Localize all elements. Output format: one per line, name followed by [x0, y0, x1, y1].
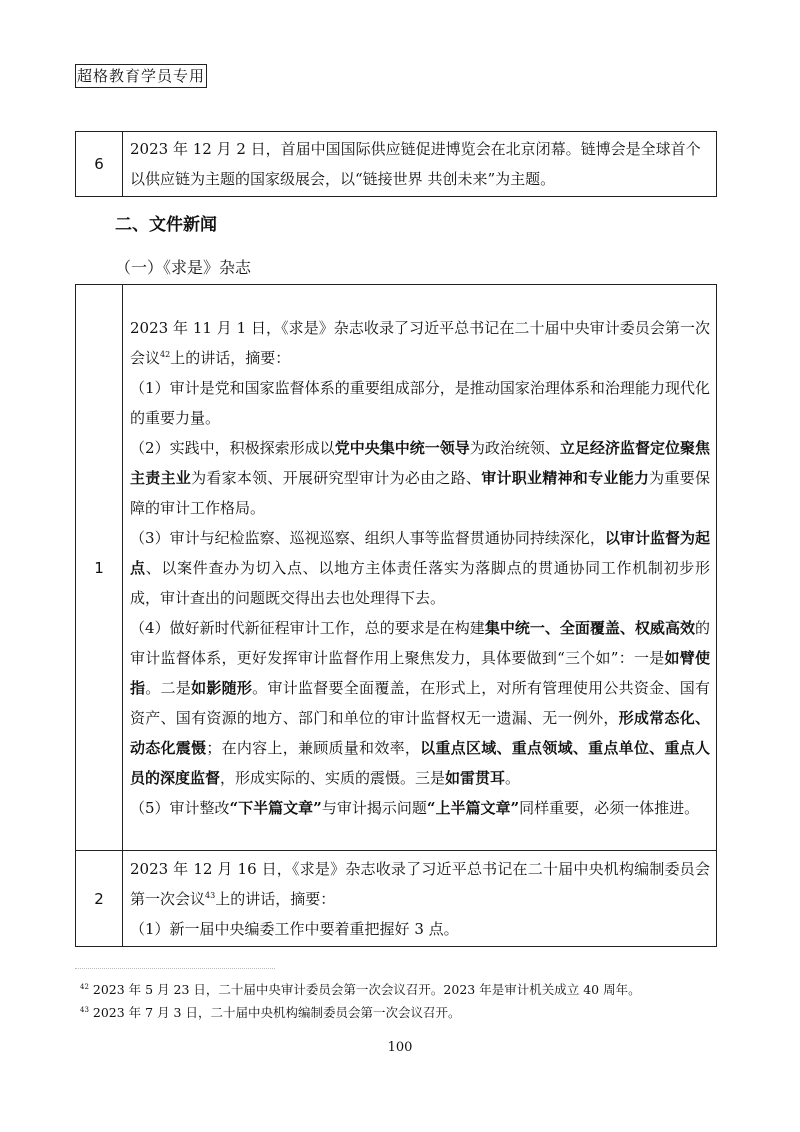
section-subtitle: （一）《求是》杂志	[115, 258, 252, 277]
summary-point-1: （1）新一届中央编委工作中要着重把握好 3 点。	[130, 919, 459, 938]
text: 为政治统领、	[469, 438, 560, 457]
text: 与审计揭示问题	[321, 798, 427, 817]
summary-point-3	[130, 523, 710, 613]
text: 同样重要，必须一体推进。	[519, 798, 700, 817]
text: 、以案件查办为切入点、以地方主体责任落实为落脚点的贯通协同工作机制初步形成，审计查出的问题既交得出去也处理得下去。	[130, 558, 710, 607]
bold-text: 立足经济监督定位聚焦主责主业	[130, 438, 710, 487]
intro-text: 2023 年 12 月 16 日，《求是》杂志收录了习近平总书记在二十届中央机构编制委员会第一次会议	[130, 859, 710, 908]
text: （4）做好新时代新征程审计工作，总的要求是在构建	[130, 618, 485, 637]
summary-point-2	[130, 433, 710, 523]
news-table-main	[75, 284, 717, 947]
text: 为重要保障的审计工作格局。	[130, 468, 710, 517]
row-text	[123, 132, 717, 197]
text: 的审计监督体系，更好发挥审计监督作用上聚焦发力，具体要做到“三个如”：一是	[130, 618, 710, 667]
summary-point-4	[130, 613, 710, 793]
footnote	[80, 980, 641, 998]
row-text	[123, 851, 717, 947]
row-number: 1	[76, 285, 123, 851]
footnote-text: 2023 年 7 月 3 日，二十届中央机构编制委员会第一次会议召开。	[88, 1005, 461, 1020]
bold-text: “下半篇文章”	[229, 798, 322, 817]
text: 。二是	[145, 678, 192, 697]
text: ，形成实际的、实质的震慑。三是	[220, 768, 446, 787]
item-intro	[130, 854, 710, 914]
text: 。审计监督要全面覆盖，在形式上，对所有管理使用公共资金、国有资产、国有资源的地方、部门和单位的审计监督权无一遗漏、无一例外，	[130, 678, 710, 727]
bold-text: 党中央集中统一领导	[334, 438, 470, 457]
footnote-ref: 42	[160, 349, 171, 359]
bold-text: 审计职业精神和专业能力	[481, 468, 650, 487]
item-intro	[130, 313, 710, 373]
bold-text: 如影随形	[191, 678, 253, 697]
text: 为看家本领、开展研究型审计为必由之路、	[191, 468, 482, 487]
intro-text: 2023 年 11 月 1 日，《求是》杂志收录了习近平总书记在二十届中央审计委员会第一次会议	[130, 318, 710, 367]
bold-text: 集中统一、全面覆盖、权威高效	[484, 618, 695, 637]
table-row	[76, 285, 717, 851]
intro-text: 上的讲话，摘要：	[215, 889, 336, 908]
text: （3）审计与纪检监察、巡视巡察、组织人事等监督贯通协同持续深化，	[130, 528, 605, 547]
bold-text: “上半篇文章”	[426, 798, 520, 817]
row-line: 2023 年 12 月 2 日，首届中国国际供应链促进博览会在北京闭幕。链博会是全球首个	[130, 140, 701, 158]
footnote-divider	[75, 968, 275, 969]
bold-text: 如臂使指	[130, 648, 710, 697]
row-text	[123, 285, 717, 851]
summary-point-5	[130, 793, 710, 823]
footnote-mark: 42	[80, 982, 89, 991]
table-row	[76, 851, 717, 947]
footnote-text: 2023 年 5 月 23 日，二十届中央审计委员会第一次会议召开。2023 年是审计机关成立 40 周年。	[88, 982, 641, 997]
text: （5）审计整改	[130, 798, 230, 817]
section-title: 二、文件新闻	[115, 215, 217, 235]
row-line: 以供应链为主题的国家级展会，以“链接世界 共创未来”为主题。	[130, 170, 556, 188]
bold-text: 如雷贯耳	[445, 768, 506, 787]
text: ；在内容上，兼顾质量和效率，	[206, 738, 421, 757]
bold-text: 以审计监督为起点	[130, 528, 710, 577]
footnote-mark: 43	[80, 1005, 89, 1014]
bold-text: 以重点区域、重点领域、重点单位、重点人员的深度监督	[130, 738, 710, 787]
text: （2）实践中，积极探索形成以	[130, 438, 335, 457]
bold-text: 形成常态化、动态化震慑	[130, 708, 710, 757]
row-number: 2	[76, 851, 123, 947]
summary-point-1: （1）审计是党和国家监督体系的重要组成部分，是推动国家治理体系和治理能力现代化的重要力量。	[130, 378, 710, 427]
footnote-ref: 43	[205, 890, 216, 900]
intro-text: 上的讲话，摘要：	[170, 348, 291, 367]
news-table-top	[75, 131, 717, 197]
page-number: 100	[387, 1040, 413, 1055]
row-number: 6	[76, 132, 123, 197]
table-row	[76, 132, 717, 197]
text: 。	[505, 768, 521, 787]
watermark-stamp: 超格教育学员专用	[75, 64, 207, 88]
footnote	[80, 1003, 460, 1021]
